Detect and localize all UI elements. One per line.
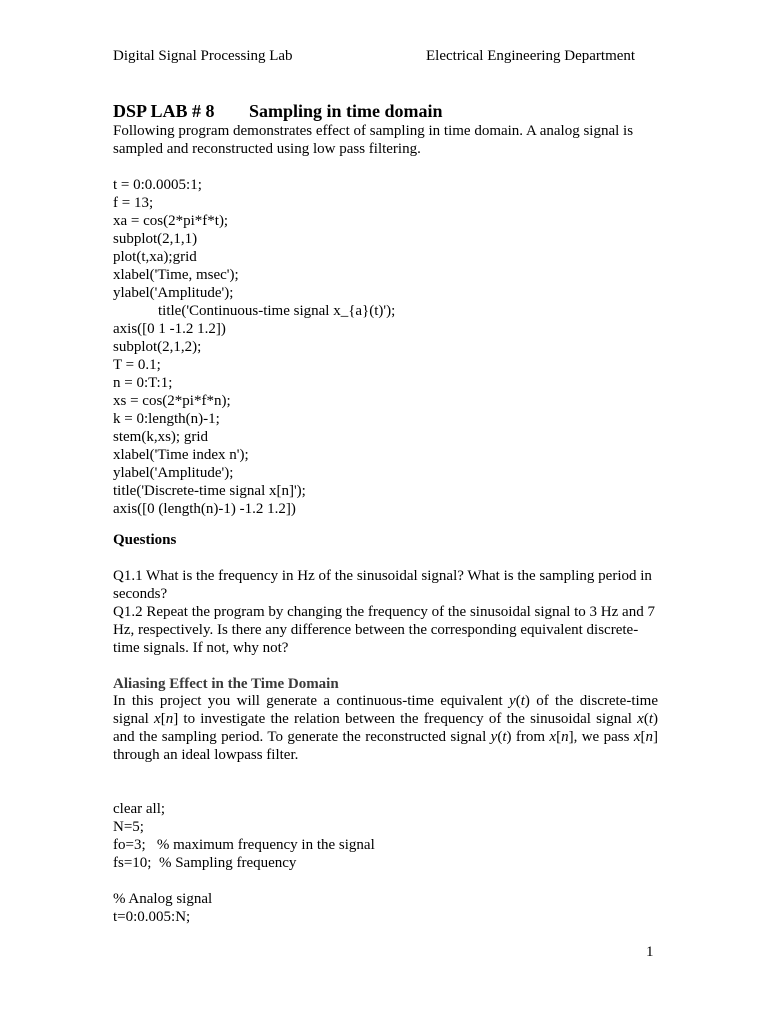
code-line: xs = cos(2*pi*f*n); xyxy=(113,393,231,409)
aliasing-math: y xyxy=(509,693,516,709)
aliasing-text: [ xyxy=(556,729,562,745)
aliasing-text: In this project you will generate a continuous-time equivalent xyxy=(113,693,510,709)
aliasing-text: ( xyxy=(497,729,503,745)
aliasing-text: ], we pass xyxy=(568,729,634,745)
aliasing-math: n xyxy=(561,729,569,745)
code-line: stem(k,xs); grid xyxy=(113,429,208,445)
code-line: n = 0:T:1; xyxy=(113,375,173,391)
aliasing-text: [ xyxy=(160,711,166,727)
code-line: plot(t,xa);grid xyxy=(113,249,197,265)
header-right: Electrical Engineering Department xyxy=(426,48,636,64)
code-line: % Analog signal xyxy=(113,891,213,907)
aliasing-math: x xyxy=(549,729,557,745)
header-left: Digital Signal Processing Lab xyxy=(113,48,293,64)
code-line: subplot(2,1,1) xyxy=(113,231,198,247)
code-line: T = 0.1; xyxy=(113,357,161,373)
aliasing-paragraph xyxy=(113,692,658,764)
code-line: N=5; xyxy=(113,819,144,835)
code-line: title('Discrete-time signal x[n]'); xyxy=(113,483,306,499)
questions-heading: Questions xyxy=(113,532,177,548)
code-line: clear all; xyxy=(113,801,166,817)
code-line: ylabel('Amplitude'); xyxy=(113,285,234,301)
code-line: subplot(2,1,2); xyxy=(113,339,202,355)
aliasing-math: x xyxy=(633,729,641,745)
code-line: t=0:0.005:N; xyxy=(113,909,191,925)
code-line: xlabel('Time index n'); xyxy=(113,447,249,463)
aliasing-text: [ xyxy=(640,729,646,745)
aliasing-heading: Aliasing Effect in the Time Domain xyxy=(113,676,339,692)
aliasing-math: y xyxy=(490,729,498,745)
aliasing-text: ] through an ideal lowpass filter. xyxy=(113,729,658,763)
aliasing-text: ] to investigate the relation between the frequency of the sinusoidal signal xyxy=(173,711,638,727)
code-line: k = 0:length(n)-1; xyxy=(113,411,220,427)
code-line: fs=10; % Sampling frequency xyxy=(113,855,297,871)
code-line: axis([0 (length(n)-1) -1.2 1.2]) xyxy=(113,501,296,517)
aliasing-math: x xyxy=(154,711,161,727)
lab-number: DSP LAB # 8 xyxy=(113,101,215,121)
code-line: title('Continuous-time signal x_{a}(t)'); xyxy=(113,303,396,319)
aliasing-text: ) from xyxy=(506,729,550,745)
code-line: f = 13; xyxy=(113,195,154,211)
code-blank-line xyxy=(113,872,658,890)
aliasing-text: ) and the sampling period. To generate the reconstructed signal xyxy=(113,711,658,745)
code-line: xlabel('Time, msec'); xyxy=(113,267,239,283)
intro-paragraph: Following program demonstrates effect of sampling in time domain. A analog signal is sampled and reconstructed using low pass filtering. xyxy=(113,123,634,157)
code-line: t = 0:0.0005:1; xyxy=(113,177,202,193)
code-line: ylabel('Amplitude'); xyxy=(113,465,234,481)
aliasing-math: n xyxy=(645,729,653,745)
aliasing-math: t xyxy=(648,711,653,727)
code-line: fo=3; % maximum frequency in the signal xyxy=(113,837,375,853)
question-1-2: Q1.2 Repeat the program by changing the frequency of the sinusoidal signal to 3 Hz and 7 Hz, respectively. Is there any difference between the corresponding equivalent discrete-time signals. If not, why not? xyxy=(113,604,655,656)
lab-topic: Sampling in time domain xyxy=(249,101,443,121)
code-line: axis([0 1 -1.2 1.2]) xyxy=(113,321,226,337)
aliasing-math: t xyxy=(520,693,525,709)
lab-title xyxy=(113,100,443,122)
aliasing-text: ( xyxy=(643,711,649,727)
aliasing-text: ( xyxy=(515,693,521,709)
aliasing-math: n xyxy=(165,711,174,727)
question-1-1: Q1.1 What is the frequency in Hz of the sinusoidal signal? What is the sampling period in seconds? xyxy=(113,568,652,602)
aliasing-math: x xyxy=(637,711,644,727)
aliasing-text: ) of the discrete-time signal xyxy=(113,693,658,727)
code-block-aliasing xyxy=(113,800,658,926)
code-block-sampling xyxy=(113,176,658,518)
code-line: xa = cos(2*pi*f*t); xyxy=(113,213,229,229)
aliasing-math: t xyxy=(502,729,507,745)
page-number: 1 xyxy=(646,944,654,960)
